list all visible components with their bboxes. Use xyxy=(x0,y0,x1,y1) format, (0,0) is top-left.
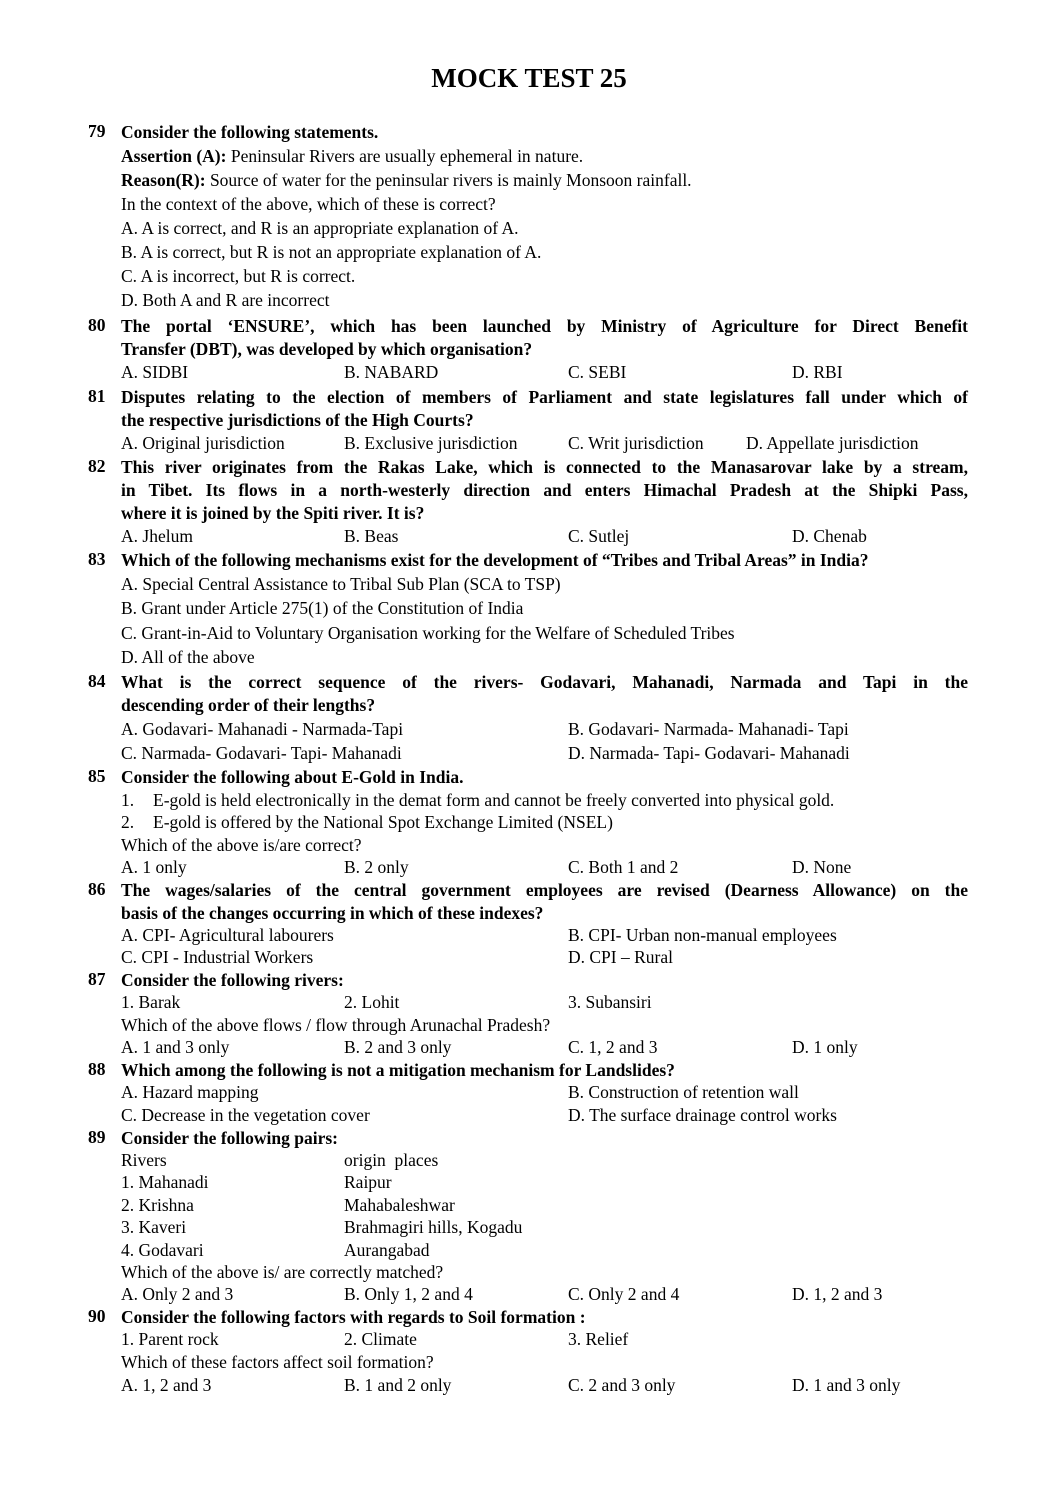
option-d: D. 1 and 3 only xyxy=(792,1375,901,1395)
question-number: 85 xyxy=(88,766,106,786)
question-number: 90 xyxy=(88,1306,106,1326)
option-a: A. Original jurisdiction xyxy=(121,433,285,453)
question-number: 87 xyxy=(88,969,106,989)
option-c: C. Decrease in the vegetation cover xyxy=(121,1105,370,1125)
option-d: D. 1, 2 and 3 xyxy=(792,1284,883,1304)
page-title: MOCK TEST 25 xyxy=(431,63,627,93)
option-a: A. 1 only xyxy=(121,857,187,877)
option-a: A. Jhelum xyxy=(121,526,193,546)
question-prompt: In the context of the above, which of these is correct? xyxy=(121,194,496,214)
option-d: D. Both A and R are incorrect xyxy=(121,290,330,310)
question-stem: Which of the following mechanisms exist for the development of “Tribes and Tribal Areas” in India? xyxy=(121,550,869,570)
option-c: C. 1, 2 and 3 xyxy=(568,1037,658,1057)
statement-text: E-gold is held electronically in the demat form and cannot be freely converted into physical gold. xyxy=(153,790,835,810)
option-c: C. A is incorrect, but R is correct. xyxy=(121,266,356,286)
statement-item: 2. Lohit xyxy=(344,992,400,1012)
reason-line xyxy=(121,169,968,191)
pair-river: 2. Krishna xyxy=(121,1195,194,1215)
pairs-header-rivers: Rivers xyxy=(121,1150,167,1170)
option-b: B. Exclusive jurisdiction xyxy=(344,433,518,453)
statement-item xyxy=(121,811,968,833)
question-stem-cont: basis of the changes occurring in which of these indexes? xyxy=(121,903,544,923)
option-d: D. Appellate jurisdiction xyxy=(746,433,919,453)
question-stem: Consider the following pairs: xyxy=(121,1128,338,1148)
question-number: 89 xyxy=(88,1127,106,1147)
question-stem: What is the correct sequence of the rivers- Godavari, Mahanadi, Narmada and Tapi in the xyxy=(121,672,968,692)
statement-item: 1. Parent rock xyxy=(121,1329,219,1349)
option-c: C. Narmada- Godavari- Tapi- Mahanadi xyxy=(121,743,402,763)
statement-item: 1. Barak xyxy=(121,992,181,1012)
option-b: B. 2 only xyxy=(344,857,409,877)
option-c: C. Sutlej xyxy=(568,526,630,546)
option-d: D. CPI – Rural xyxy=(568,947,673,967)
statement-number: 2. xyxy=(121,812,135,832)
question-stem: Which among the following is not a mitigation mechanism for Landslides? xyxy=(121,1060,675,1080)
question-stem-cont: Transfer (DBT), was developed by which organisation? xyxy=(121,339,533,359)
option-d: D. 1 only xyxy=(792,1037,858,1057)
option-a: A. Only 2 and 3 xyxy=(121,1284,234,1304)
option-c: C. 2 and 3 only xyxy=(568,1375,676,1395)
question-stem-cont: in Tibet. Its flows in a north-westerly direction and enters Himachal Pradesh at the Shipki Pass, xyxy=(121,480,968,500)
option-b: B. A is correct, but R is not an appropriate explanation of A. xyxy=(121,242,542,262)
question-stem: Consider the following statements. xyxy=(121,122,379,142)
pair-origin: Aurangabad xyxy=(344,1240,430,1260)
pair-river: 4. Godavari xyxy=(121,1240,204,1260)
pair-river: 3. Kaveri xyxy=(121,1217,187,1237)
option-d: D. Narmada- Tapi- Godavari- Mahanadi xyxy=(568,743,850,763)
option-b: B. Beas xyxy=(344,526,399,546)
option-b: B. Only 1, 2 and 4 xyxy=(344,1284,473,1304)
assertion-line xyxy=(121,145,968,167)
question-prompt: Which of the above flows / flow through Arunachal Pradesh? xyxy=(121,1015,551,1035)
assertion-text: Peninsular Rivers are usually ephemeral in nature. xyxy=(226,146,584,166)
option-c: C. Only 2 and 4 xyxy=(568,1284,680,1304)
option-c: C. SEBI xyxy=(568,362,627,382)
option-b: B. CPI- Urban non-manual employees xyxy=(568,925,837,945)
option-a: A. 1, 2 and 3 xyxy=(121,1375,212,1395)
option-c: C. Both 1 and 2 xyxy=(568,857,679,877)
question-stem: The portal ‘ENSURE’, which has been launched by Ministry of Agriculture for Direct Benefit xyxy=(121,316,968,336)
pair-origin: Raipur xyxy=(344,1172,392,1192)
option-d: D. None xyxy=(792,857,852,877)
statement-item: 2. Climate xyxy=(344,1329,417,1349)
option-d: D. RBI xyxy=(792,362,843,382)
option-a: A. Special Central Assistance to Tribal Sub Plan (SCA to TSP) xyxy=(121,574,561,594)
pair-river: 1. Mahanadi xyxy=(121,1172,209,1192)
question-stem: Consider the following factors with regards to Soil formation : xyxy=(121,1307,586,1327)
option-b: B. 2 and 3 only xyxy=(344,1037,452,1057)
option-c: C. Grant-in-Aid to Voluntary Organisation working for the Welfare of Scheduled Tribes xyxy=(121,623,735,643)
option-c: C. CPI - Industrial Workers xyxy=(121,947,314,967)
statement-text: E-gold is offered by the National Spot Exchange Limited (NSEL) xyxy=(153,812,613,832)
reason-label: Reason(R): xyxy=(121,170,206,190)
reason-text: Source of water for the peninsular rivers is mainly Monsoon rainfall. xyxy=(205,170,692,190)
question-prompt: Which of these factors affect soil formation? xyxy=(121,1352,434,1372)
question-stem: Disputes relating to the election of members of Parliament and state legislatures fall under which of xyxy=(121,387,968,407)
statement-item: 3. Relief xyxy=(568,1329,629,1349)
assertion-label: Assertion (A): xyxy=(121,146,227,166)
question-stem: This river originates from the Rakas Lake, which is connected to the Manasarovar lake by a stream, xyxy=(121,457,968,477)
option-b: B. NABARD xyxy=(344,362,439,382)
option-a: A. A is correct, and R is an appropriate explanation of A. xyxy=(121,218,519,238)
option-a: A. SIDBI xyxy=(121,362,189,382)
question-number: 83 xyxy=(88,549,106,569)
question-number: 88 xyxy=(88,1059,106,1079)
option-a: A. CPI- Agricultural labourers xyxy=(121,925,334,945)
question-stem: Consider the following rivers: xyxy=(121,970,344,990)
option-c: C. Writ jurisdiction xyxy=(568,433,704,453)
statement-number: 1. xyxy=(121,790,135,810)
option-a: A. Godavari- Mahanadi - Narmada-Tapi xyxy=(121,719,404,739)
option-d: D. All of the above xyxy=(121,647,255,667)
option-a: A. Hazard mapping xyxy=(121,1082,259,1102)
question-number: 80 xyxy=(88,315,106,335)
pair-origin: Mahabaleshwar xyxy=(344,1195,455,1215)
option-b: B. Godavari- Narmada- Mahanadi- Tapi xyxy=(568,719,849,739)
option-b: B. 1 and 2 only xyxy=(344,1375,452,1395)
question-stem: The wages/salaries of the central government employees are revised (Dearness Allowance) on the xyxy=(121,880,968,900)
pairs-header-origin: origin places xyxy=(344,1150,439,1170)
option-b: B. Grant under Article 275(1) of the Constitution of India xyxy=(121,598,524,618)
question-number: 86 xyxy=(88,879,106,899)
question-number: 82 xyxy=(88,456,106,476)
option-d: D. The surface drainage control works xyxy=(568,1105,837,1125)
question-number: 84 xyxy=(88,671,106,691)
statement-item xyxy=(121,789,968,811)
question-number: 79 xyxy=(88,121,106,141)
question-stem-cont: the respective jurisdictions of the High Courts? xyxy=(121,410,474,430)
question-stem-cont: where it is joined by the Spiti river. It is? xyxy=(121,503,425,523)
option-b: B. Construction of retention wall xyxy=(568,1082,799,1102)
option-d: D. Chenab xyxy=(792,526,867,546)
question-stem-cont: descending order of their lengths? xyxy=(121,695,376,715)
question-stem: Consider the following about E-Gold in India. xyxy=(121,767,464,787)
option-a: A. 1 and 3 only xyxy=(121,1037,230,1057)
question-number: 81 xyxy=(88,386,106,406)
question-prompt: Which of the above is/ are correctly matched? xyxy=(121,1262,444,1282)
pair-origin: Brahmagiri hills, Kogadu xyxy=(344,1217,523,1237)
statement-item: 3. Subansiri xyxy=(568,992,652,1012)
question-prompt: Which of the above is/are correct? xyxy=(121,835,362,855)
